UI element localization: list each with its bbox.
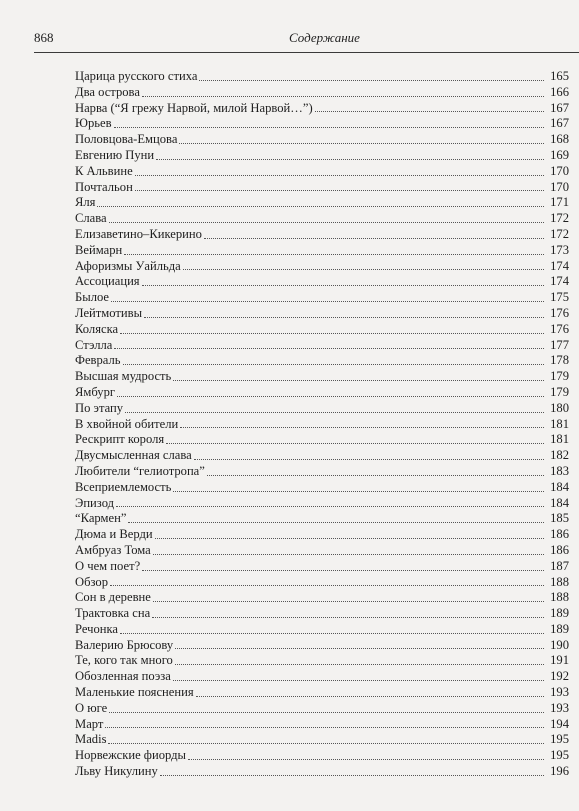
dot-leader — [108, 743, 544, 744]
toc-entry-title: Ассоциация — [75, 274, 140, 289]
toc-entry-page: 174 — [550, 258, 569, 273]
toc-entry-title: Трактовка сна — [75, 606, 151, 621]
toc-entry — [75, 622, 569, 638]
toc-entry — [75, 448, 569, 464]
dot-leader — [110, 585, 544, 586]
toc-entry-title: О юге — [75, 700, 108, 715]
toc-entry-title: О чем поет? — [75, 558, 141, 573]
toc-entry — [75, 385, 569, 401]
dot-leader — [160, 775, 544, 776]
toc-entry-title: Ямбург — [75, 384, 116, 399]
toc-entry — [75, 369, 569, 385]
toc-entry — [75, 764, 569, 780]
toc-entry — [75, 590, 569, 606]
toc-entry — [75, 259, 569, 275]
dot-leader — [142, 96, 544, 97]
toc-entry-page: 182 — [550, 448, 569, 463]
dot-leader — [180, 427, 544, 428]
toc-entry-page: 188 — [550, 590, 569, 605]
toc-entry-page: 170 — [550, 163, 569, 178]
toc-entry-title: Речонка — [75, 621, 119, 636]
toc-entry — [75, 480, 569, 496]
toc-entry-page: 179 — [550, 369, 569, 384]
toc-entry-page: 193 — [550, 685, 569, 700]
toc-entry-page: 173 — [550, 242, 569, 257]
toc-entry-page: 187 — [550, 558, 569, 573]
toc-entry — [75, 69, 569, 85]
dot-leader — [97, 206, 544, 207]
toc-entry-page: 177 — [550, 337, 569, 352]
toc-entry-page: 178 — [550, 353, 569, 368]
toc-entry-page: 186 — [550, 527, 569, 542]
toc-entry-page: 183 — [550, 463, 569, 478]
dot-leader — [194, 459, 544, 460]
dot-leader — [116, 506, 544, 507]
toc-entry-page: 184 — [550, 479, 569, 494]
toc-entry-title: Евгению Пуни — [75, 147, 155, 162]
toc-entry-title: Обзор — [75, 574, 108, 589]
toc-entry — [75, 148, 569, 164]
toc-entry-page: 169 — [550, 147, 569, 162]
toc-entry — [75, 338, 569, 354]
dot-leader — [196, 696, 544, 697]
toc-entry — [75, 717, 569, 733]
toc-entry-page: 181 — [550, 432, 569, 447]
toc-entry — [75, 575, 569, 591]
dot-leader — [135, 190, 544, 191]
toc-entry-page: 189 — [550, 621, 569, 636]
toc-entry-title: Половцова-Емцова — [75, 132, 178, 147]
toc-entry-title: Высшая мудрость — [75, 369, 172, 384]
running-title: Содержание — [289, 30, 360, 45]
toc-entry-page: 167 — [550, 116, 569, 131]
toc-entry-title: Сон в деревне — [75, 590, 151, 605]
dot-leader — [142, 285, 544, 286]
toc-entry-title: Коляска — [75, 321, 119, 336]
dot-leader — [315, 111, 544, 112]
toc-entry-title: Любители “гелиотропа” — [75, 463, 205, 478]
toc-entry-title: Те, кого так много — [75, 653, 173, 668]
toc-entry-page: 191 — [550, 653, 569, 668]
dot-leader — [105, 727, 544, 728]
toc-entry-title: Двусмысленная слава — [75, 448, 192, 463]
toc-entry-title: Валерию Брюсову — [75, 637, 174, 652]
toc-entry-page: 176 — [550, 321, 569, 336]
dot-leader — [166, 443, 544, 444]
dot-leader — [207, 475, 544, 476]
toc-entry-title: Веймарн — [75, 242, 123, 257]
toc-entry — [75, 227, 569, 243]
toc-entry-page: 170 — [550, 179, 569, 194]
toc-entry — [75, 85, 569, 101]
dot-leader — [199, 80, 544, 81]
toc-entry — [75, 180, 569, 196]
toc-entry-title: “Кармен” — [75, 511, 127, 526]
toc-entry — [75, 132, 569, 148]
toc-entry-page: 192 — [550, 669, 569, 684]
toc-entry — [75, 464, 569, 480]
page-header — [34, 26, 579, 53]
toc-entry — [75, 732, 569, 748]
toc-entry — [75, 164, 569, 180]
toc-entry-page: 171 — [550, 195, 569, 210]
toc-entry-title: Madis — [75, 732, 107, 747]
dot-leader — [183, 269, 544, 270]
toc-entry-page: 194 — [550, 716, 569, 731]
toc-entry-title: Стэлла — [75, 337, 113, 352]
toc-entry — [75, 243, 569, 259]
toc-entry-page: 168 — [550, 132, 569, 147]
dot-leader — [128, 522, 544, 523]
toc-entry-page: 174 — [550, 274, 569, 289]
page-number: 868 — [34, 30, 54, 45]
dot-leader — [204, 238, 544, 239]
toc-entry — [75, 748, 569, 764]
toc-entry — [75, 417, 569, 433]
toc-entry-title: Юрьев — [75, 116, 112, 131]
toc-entry-title: Лейтмотивы — [75, 305, 143, 320]
dot-leader — [155, 538, 544, 539]
toc-entry-page: 193 — [550, 700, 569, 715]
toc-entry — [75, 653, 569, 669]
toc-entry-page: 166 — [550, 84, 569, 99]
toc-entry-page: 195 — [550, 732, 569, 747]
toc-entry-title: К Альвине — [75, 163, 133, 178]
toc-entry-title: Льву Никулину — [75, 764, 158, 779]
dot-leader — [173, 491, 544, 492]
toc-entry-title: Почтальон — [75, 179, 133, 194]
toc-entry — [75, 606, 569, 622]
dot-leader — [114, 127, 544, 128]
toc-entry-title: По этапу — [75, 400, 124, 415]
toc-entry-title: Афоризмы Уайльда — [75, 258, 181, 273]
dot-leader — [156, 159, 544, 160]
toc-entry-page: 189 — [550, 606, 569, 621]
toc-entry-title: Дюма и Верди — [75, 527, 153, 542]
toc-entry — [75, 527, 569, 543]
dot-leader — [152, 617, 544, 618]
toc-entry — [75, 511, 569, 527]
dot-leader — [153, 601, 544, 602]
toc-entry — [75, 211, 569, 227]
toc-entry-title: Обозленная поэза — [75, 669, 171, 684]
toc-entry-title: Норвежские фиорды — [75, 748, 187, 763]
dot-leader — [142, 570, 544, 571]
toc-entry — [75, 322, 569, 338]
toc-entry — [75, 401, 569, 417]
table-of-contents — [75, 69, 569, 780]
toc-entry — [75, 306, 569, 322]
toc-entry — [75, 496, 569, 512]
toc-entry-title: Рескрипт короля — [75, 432, 165, 447]
toc-entry-page: 176 — [550, 305, 569, 320]
dot-leader — [109, 222, 544, 223]
toc-entry-page: 179 — [550, 384, 569, 399]
toc-entry-title: Яля — [75, 195, 96, 210]
toc-entry — [75, 432, 569, 448]
toc-entry-title: Маленькие пояснения — [75, 685, 194, 700]
dot-leader — [120, 633, 544, 634]
dot-leader — [188, 759, 544, 760]
dot-leader — [179, 143, 544, 144]
toc-entry-title: Елизаветино–Кикерино — [75, 226, 202, 241]
toc-entry-title: В хвойной обители — [75, 416, 179, 431]
toc-entry — [75, 669, 569, 685]
toc-entry-title: Всеприемлемость — [75, 479, 172, 494]
dot-leader — [175, 664, 544, 665]
dot-leader — [175, 648, 544, 649]
toc-entry-page: 181 — [550, 416, 569, 431]
toc-entry — [75, 543, 569, 559]
toc-entry-page: 196 — [550, 764, 569, 779]
dot-leader — [123, 364, 544, 365]
dot-leader — [125, 412, 544, 413]
toc-entry-title: Амбруаз Тома — [75, 542, 151, 557]
toc-entry-page: 172 — [550, 211, 569, 226]
toc-entry — [75, 559, 569, 575]
dot-leader — [153, 554, 544, 555]
toc-entry — [75, 701, 569, 717]
dot-leader — [144, 317, 544, 318]
toc-entry-page: 188 — [550, 574, 569, 589]
toc-entry-title: Два острова — [75, 84, 140, 99]
toc-entry-page: 165 — [550, 69, 569, 83]
toc-entry-title: Февраль — [75, 353, 121, 368]
dot-leader — [120, 333, 544, 334]
dot-leader — [124, 254, 544, 255]
toc-entry-page: 185 — [550, 511, 569, 526]
toc-entry-page: 195 — [550, 748, 569, 763]
toc-entry-title: Март — [75, 716, 104, 731]
toc-entry — [75, 274, 569, 290]
toc-entry-title: Царица русского стиха — [75, 69, 198, 83]
dot-leader — [109, 712, 544, 713]
toc-entry — [75, 353, 569, 369]
toc-entry — [75, 195, 569, 211]
toc-entry — [75, 685, 569, 701]
dot-leader — [111, 301, 544, 302]
toc-entry-title: Нарва (“Я грежу Нарвой, милой Нарвой…”) — [75, 100, 313, 115]
toc-entry-page: 184 — [550, 495, 569, 510]
dot-leader — [114, 348, 544, 349]
toc-entry — [75, 101, 569, 117]
toc-entry — [75, 638, 569, 654]
toc-entry — [75, 290, 569, 306]
toc-entry-title: Эпизод — [75, 495, 115, 510]
toc-entry-page: 190 — [550, 637, 569, 652]
toc-entry-page: 186 — [550, 542, 569, 557]
dot-leader — [173, 680, 544, 681]
toc-entry-page: 172 — [550, 226, 569, 241]
toc-entry-page: 167 — [550, 100, 569, 115]
toc-entry — [75, 116, 569, 132]
toc-entry-page: 180 — [550, 400, 569, 415]
toc-entry-title: Слава — [75, 211, 107, 226]
toc-entry-page: 175 — [550, 290, 569, 305]
toc-entry-title: Былое — [75, 290, 110, 305]
dot-leader — [135, 175, 544, 176]
dot-leader — [117, 396, 544, 397]
dot-leader — [173, 380, 544, 381]
